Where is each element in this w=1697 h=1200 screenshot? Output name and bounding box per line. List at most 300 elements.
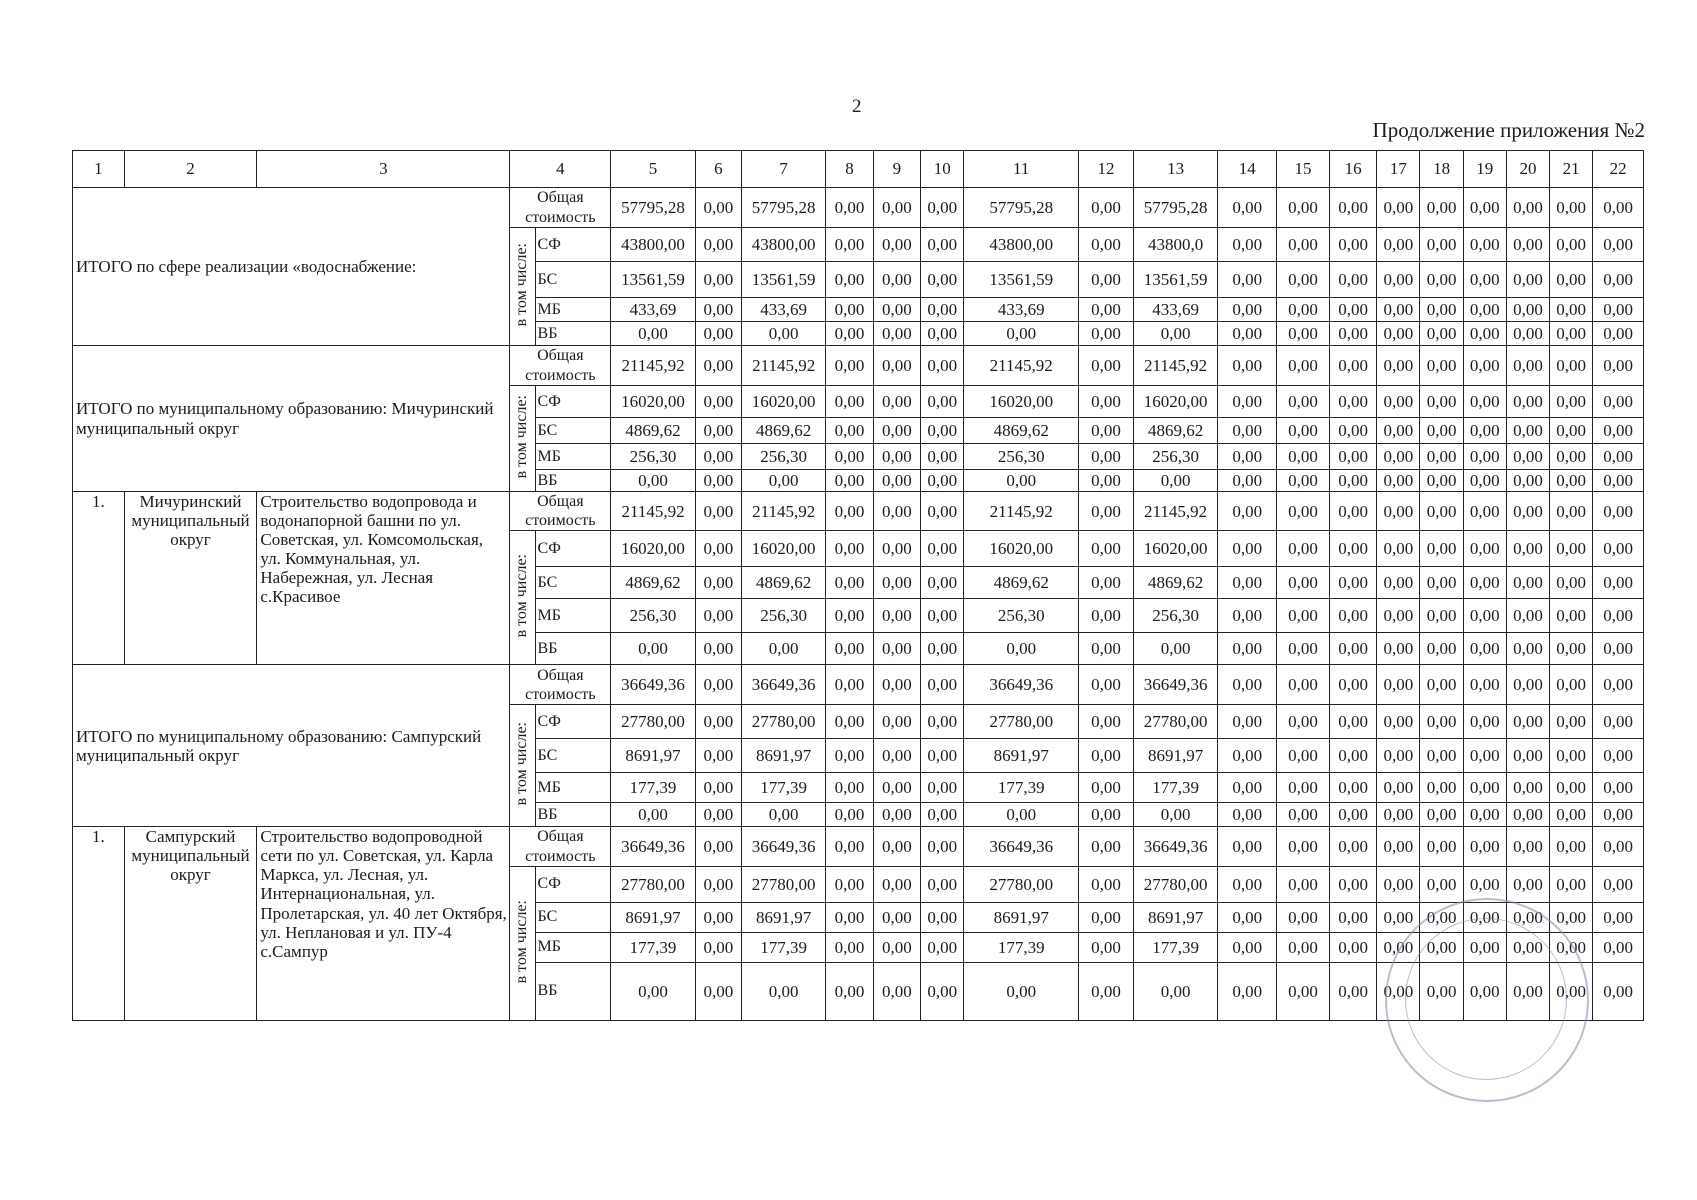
header-cell: 1 — [73, 151, 125, 188]
header-cell: 6 — [695, 151, 741, 188]
value-cell: 0,00 — [873, 739, 920, 773]
value-cell: 0,00 — [873, 803, 920, 827]
value-cell: 0,00 — [1377, 962, 1420, 1020]
value-cell: 0,00 — [1550, 531, 1593, 567]
value-cell: 0,00 — [1420, 705, 1463, 739]
funding-source: ВБ — [535, 470, 611, 492]
total-cost-label: Общая стоимость — [510, 346, 611, 386]
funding-source: БС — [535, 902, 611, 932]
object-description: Строительство водопроводной сети по ул. Советская, ул. Карла Маркса, ул. Лесная, ул. Интернациональная, ул. Пролетарская, ул. 40 лет Октября, ул. Неплановая и ул. ПУ-4 с.Сампур — [257, 827, 510, 1020]
value-cell: 0,00 — [921, 444, 964, 470]
value-cell: 0,00 — [1506, 866, 1549, 902]
value-cell: 0,00 — [1506, 531, 1549, 567]
value-cell: 0,00 — [1593, 773, 1644, 803]
value-cell: 0,00 — [1593, 866, 1644, 902]
value-cell: 0,00 — [1593, 827, 1644, 866]
header-cell: 7 — [742, 151, 826, 188]
value-cell: 0,00 — [1550, 386, 1593, 418]
value-cell: 0,00 — [964, 803, 1079, 827]
value-cell: 4869,62 — [1133, 567, 1217, 599]
value-cell: 0,00 — [873, 866, 920, 902]
value-cell: 0,00 — [1218, 322, 1277, 346]
value-cell: 0,00 — [695, 531, 741, 567]
value-cell: 0,00 — [1133, 962, 1217, 1020]
value-cell: 36649,36 — [1133, 827, 1217, 866]
value-cell: 13561,59 — [964, 262, 1079, 298]
value-cell: 0,00 — [1550, 665, 1593, 705]
value-cell: 57795,28 — [964, 188, 1079, 228]
value-cell: 0,00 — [1506, 298, 1549, 322]
value-cell: 0,00 — [826, 866, 873, 902]
value-cell: 0,00 — [921, 866, 964, 902]
value-cell: 0,00 — [921, 739, 964, 773]
value-cell: 0,00 — [1506, 386, 1549, 418]
value-cell: 8691,97 — [742, 739, 826, 773]
value-cell: 0,00 — [1463, 567, 1506, 599]
value-cell: 0,00 — [1550, 902, 1593, 932]
value-cell: 0,00 — [1377, 567, 1420, 599]
including-label: в том числе: — [513, 554, 531, 638]
value-cell: 0,00 — [1218, 599, 1277, 633]
value-cell: 0,00 — [1463, 531, 1506, 567]
funding-source: МБ — [535, 444, 611, 470]
value-cell: 0,00 — [1377, 470, 1420, 492]
value-cell: 0,00 — [1550, 705, 1593, 739]
value-cell: 0,00 — [1079, 599, 1134, 633]
value-cell: 0,00 — [1420, 739, 1463, 773]
value-cell: 0,00 — [1218, 866, 1277, 902]
value-cell: 0,00 — [1277, 665, 1330, 705]
value-cell: 256,30 — [611, 599, 695, 633]
funding-source: ВБ — [535, 962, 611, 1020]
funding-source: СФ — [535, 705, 611, 739]
value-cell: 0,00 — [1277, 567, 1330, 599]
value-cell: 0,00 — [1079, 444, 1134, 470]
value-cell: 0,00 — [1377, 228, 1420, 262]
value-cell: 0,00 — [1377, 386, 1420, 418]
value-cell: 0,00 — [1420, 492, 1463, 531]
value-cell: 0,00 — [921, 962, 964, 1020]
value-cell: 0,00 — [695, 633, 741, 665]
value-cell: 0,00 — [611, 803, 695, 827]
value-cell: 27780,00 — [964, 705, 1079, 739]
value-cell: 0,00 — [1420, 531, 1463, 567]
value-cell: 36649,36 — [964, 827, 1079, 866]
value-cell: 0,00 — [1463, 492, 1506, 531]
value-cell: 0,00 — [695, 470, 741, 492]
value-cell: 0,00 — [1218, 803, 1277, 827]
value-cell: 0,00 — [826, 665, 873, 705]
value-cell: 0,00 — [873, 492, 920, 531]
value-cell: 0,00 — [1593, 739, 1644, 773]
value-cell: 0,00 — [611, 962, 695, 1020]
value-cell: 0,00 — [826, 322, 873, 346]
table-row — [73, 492, 1644, 531]
value-cell: 0,00 — [1329, 803, 1376, 827]
value-cell: 0,00 — [1277, 739, 1330, 773]
value-cell: 0,00 — [921, 599, 964, 633]
value-cell: 0,00 — [826, 633, 873, 665]
value-cell: 0,00 — [1593, 567, 1644, 599]
value-cell: 21145,92 — [1133, 346, 1217, 386]
value-cell: 0,00 — [826, 962, 873, 1020]
value-cell: 0,00 — [695, 386, 741, 418]
including-label: в том числе: — [513, 242, 531, 327]
value-cell: 0,00 — [921, 298, 964, 322]
value-cell: 0,00 — [1079, 773, 1134, 803]
value-cell: 0,00 — [1550, 599, 1593, 633]
header-cell: 21 — [1550, 151, 1593, 188]
table-row — [73, 346, 1644, 386]
value-cell: 0,00 — [1218, 902, 1277, 932]
value-cell: 0,00 — [1550, 827, 1593, 866]
value-cell: 0,00 — [1593, 386, 1644, 418]
value-cell: 0,00 — [1550, 298, 1593, 322]
value-cell: 0,00 — [1420, 418, 1463, 444]
value-cell: 0,00 — [1218, 418, 1277, 444]
value-cell: 0,00 — [873, 322, 920, 346]
funding-source: ВБ — [535, 322, 611, 346]
value-cell: 0,00 — [1420, 633, 1463, 665]
value-cell: 0,00 — [921, 932, 964, 962]
value-cell: 0,00 — [826, 773, 873, 803]
value-cell: 0,00 — [1277, 633, 1330, 665]
value-cell: 0,00 — [1079, 228, 1134, 262]
value-cell: 0,00 — [1463, 346, 1506, 386]
value-cell: 0,00 — [1277, 228, 1330, 262]
value-cell: 0,00 — [1329, 932, 1376, 962]
value-cell: 0,00 — [695, 188, 741, 228]
value-cell: 8691,97 — [964, 902, 1079, 932]
value-cell: 177,39 — [611, 932, 695, 962]
value-cell: 0,00 — [611, 633, 695, 665]
value-cell: 0,00 — [826, 262, 873, 298]
value-cell: 0,00 — [1218, 827, 1277, 866]
value-cell: 0,00 — [1277, 444, 1330, 470]
value-cell: 57795,28 — [611, 188, 695, 228]
value-cell: 0,00 — [1329, 962, 1376, 1020]
value-cell: 0,00 — [1506, 803, 1549, 827]
value-cell: 0,00 — [1277, 386, 1330, 418]
value-cell: 0,00 — [1420, 665, 1463, 705]
official-seal — [1385, 898, 1589, 1102]
value-cell: 256,30 — [742, 599, 826, 633]
funding-source: ВБ — [535, 633, 611, 665]
value-cell: 0,00 — [964, 633, 1079, 665]
value-cell: 0,00 — [1420, 346, 1463, 386]
value-cell: 0,00 — [1218, 665, 1277, 705]
value-cell: 0,00 — [826, 803, 873, 827]
district-name: Сампурский муниципальный округ — [124, 827, 257, 1020]
value-cell: 0,00 — [1550, 492, 1593, 531]
budget-table — [72, 150, 1644, 1021]
value-cell: 0,00 — [921, 262, 964, 298]
value-cell: 0,00 — [1329, 188, 1376, 228]
value-cell: 0,00 — [695, 228, 741, 262]
value-cell: 0,00 — [695, 346, 741, 386]
value-cell: 0,00 — [1506, 262, 1549, 298]
value-cell: 0,00 — [1550, 346, 1593, 386]
value-cell: 0,00 — [1463, 188, 1506, 228]
table-row — [73, 188, 1644, 228]
including-label: в том числе: — [513, 899, 531, 983]
value-cell: 0,00 — [1079, 633, 1134, 665]
value-cell: 0,00 — [921, 773, 964, 803]
header-row — [73, 151, 1644, 188]
value-cell: 0,00 — [873, 188, 920, 228]
value-cell: 0,00 — [1377, 665, 1420, 705]
item-number: 1. — [73, 492, 125, 665]
value-cell: 256,30 — [742, 444, 826, 470]
value-cell: 0,00 — [1079, 827, 1134, 866]
value-cell: 0,00 — [1506, 633, 1549, 665]
value-cell: 0,00 — [1377, 262, 1420, 298]
value-cell: 0,00 — [873, 599, 920, 633]
value-cell: 0,00 — [1420, 962, 1463, 1020]
value-cell: 0,00 — [1277, 322, 1330, 346]
value-cell: 0,00 — [1420, 567, 1463, 599]
value-cell: 0,00 — [742, 962, 826, 1020]
value-cell: 0,00 — [1506, 188, 1549, 228]
value-cell: 21145,92 — [742, 492, 826, 531]
value-cell: 0,00 — [695, 418, 741, 444]
funding-source: МБ — [535, 773, 611, 803]
value-cell: 27780,00 — [742, 866, 826, 902]
value-cell: 0,00 — [1506, 665, 1549, 705]
value-cell: 0,00 — [695, 962, 741, 1020]
table-row — [73, 665, 1644, 705]
value-cell: 0,00 — [1593, 531, 1644, 567]
value-cell: 16020,00 — [1133, 386, 1217, 418]
value-cell: 0,00 — [826, 902, 873, 932]
value-cell: 0,00 — [1377, 531, 1420, 567]
including-label: в том числе: — [513, 394, 531, 479]
value-cell: 0,00 — [1377, 188, 1420, 228]
value-cell: 0,00 — [742, 470, 826, 492]
value-cell: 0,00 — [1420, 932, 1463, 962]
value-cell: 0,00 — [1463, 470, 1506, 492]
value-cell: 0,00 — [1329, 262, 1376, 298]
value-cell: 0,00 — [1377, 827, 1420, 866]
total-cost-label: Общая стоимость — [510, 492, 611, 531]
value-cell: 0,00 — [1329, 492, 1376, 531]
value-cell: 0,00 — [826, 228, 873, 262]
total-cost-label: Общая стоимость — [510, 827, 611, 866]
value-cell: 0,00 — [1593, 470, 1644, 492]
value-cell: 0,00 — [1079, 962, 1134, 1020]
value-cell: 0,00 — [1277, 599, 1330, 633]
value-cell: 0,00 — [1218, 386, 1277, 418]
value-cell: 0,00 — [1133, 470, 1217, 492]
value-cell: 256,30 — [1133, 599, 1217, 633]
value-cell: 0,00 — [1079, 932, 1134, 962]
value-cell: 0,00 — [873, 228, 920, 262]
value-cell: 0,00 — [1420, 902, 1463, 932]
value-cell: 0,00 — [1420, 444, 1463, 470]
value-cell: 0,00 — [1329, 531, 1376, 567]
value-cell: 0,00 — [695, 665, 741, 705]
value-cell: 0,00 — [964, 470, 1079, 492]
value-cell: 0,00 — [1277, 470, 1330, 492]
value-cell: 0,00 — [1463, 739, 1506, 773]
value-cell: 0,00 — [921, 188, 964, 228]
value-cell: 0,00 — [1550, 803, 1593, 827]
value-cell: 0,00 — [1218, 567, 1277, 599]
value-cell: 0,00 — [1133, 322, 1217, 346]
value-cell: 0,00 — [1218, 228, 1277, 262]
value-cell: 0,00 — [826, 599, 873, 633]
value-cell: 0,00 — [1329, 418, 1376, 444]
value-cell: 0,00 — [1329, 773, 1376, 803]
value-cell: 0,00 — [1277, 418, 1330, 444]
header-cell: 17 — [1377, 151, 1420, 188]
value-cell: 0,00 — [873, 346, 920, 386]
value-cell: 0,00 — [826, 827, 873, 866]
value-cell: 0,00 — [826, 492, 873, 531]
value-cell: 0,00 — [1218, 492, 1277, 531]
value-cell: 0,00 — [1218, 932, 1277, 962]
value-cell: 0,00 — [826, 739, 873, 773]
value-cell: 0,00 — [1079, 298, 1134, 322]
value-cell: 0,00 — [1277, 262, 1330, 298]
value-cell: 0,00 — [1593, 418, 1644, 444]
value-cell: 4869,62 — [611, 418, 695, 444]
value-cell: 0,00 — [1506, 228, 1549, 262]
value-cell: 43800,00 — [964, 228, 1079, 262]
value-cell: 0,00 — [964, 962, 1079, 1020]
value-cell: 0,00 — [1329, 386, 1376, 418]
value-cell: 43800,00 — [742, 228, 826, 262]
value-cell: 0,00 — [826, 188, 873, 228]
value-cell: 0,00 — [1377, 773, 1420, 803]
value-cell: 0,00 — [873, 773, 920, 803]
value-cell: 43800,0 — [1133, 228, 1217, 262]
value-cell: 36649,36 — [611, 665, 695, 705]
value-cell: 0,00 — [1593, 665, 1644, 705]
value-cell: 0,00 — [1329, 633, 1376, 665]
value-cell: 0,00 — [1079, 492, 1134, 531]
funding-source: ВБ — [535, 803, 611, 827]
funding-source: БС — [535, 262, 611, 298]
value-cell: 0,00 — [826, 418, 873, 444]
value-cell: 0,00 — [1593, 633, 1644, 665]
value-cell: 0,00 — [1329, 346, 1376, 386]
value-cell: 0,00 — [1377, 739, 1420, 773]
header-cell: 4 — [510, 151, 611, 188]
value-cell: 21145,92 — [742, 346, 826, 386]
value-cell: 0,00 — [1079, 188, 1134, 228]
item-number: 1. — [73, 827, 125, 1020]
value-cell: 0,00 — [1079, 262, 1134, 298]
value-cell: 4869,62 — [964, 567, 1079, 599]
value-cell: 0,00 — [1550, 567, 1593, 599]
value-cell: 0,00 — [1550, 739, 1593, 773]
value-cell: 0,00 — [1218, 262, 1277, 298]
including-label-cell — [510, 386, 535, 492]
value-cell: 43800,00 — [611, 228, 695, 262]
value-cell: 0,00 — [1506, 322, 1549, 346]
value-cell: 0,00 — [1463, 418, 1506, 444]
value-cell: 0,00 — [1550, 262, 1593, 298]
value-cell: 0,00 — [1329, 739, 1376, 773]
header-cell: 12 — [1079, 151, 1134, 188]
value-cell: 0,00 — [921, 827, 964, 866]
total-cost-label: Общая стоимость — [510, 188, 611, 228]
funding-source: МБ — [535, 599, 611, 633]
value-cell: 8691,97 — [611, 739, 695, 773]
value-cell: 0,00 — [1329, 665, 1376, 705]
value-cell: 16020,00 — [742, 386, 826, 418]
value-cell: 0,00 — [1420, 188, 1463, 228]
value-cell: 0,00 — [1377, 346, 1420, 386]
value-cell: 27780,00 — [1133, 705, 1217, 739]
appendix-caption: Продолжение приложения №2 — [1372, 118, 1645, 142]
value-cell: 0,00 — [1377, 322, 1420, 346]
value-cell: 0,00 — [1329, 827, 1376, 866]
including-label: в том числе: — [513, 722, 531, 806]
value-cell: 0,00 — [826, 298, 873, 322]
value-cell: 0,00 — [921, 346, 964, 386]
value-cell: 0,00 — [1218, 705, 1277, 739]
value-cell: 0,00 — [1506, 902, 1549, 932]
value-cell: 4869,62 — [1133, 418, 1217, 444]
including-label-cell — [510, 705, 535, 827]
value-cell: 0,00 — [1593, 188, 1644, 228]
value-cell: 0,00 — [1506, 773, 1549, 803]
value-cell: 0,00 — [1377, 803, 1420, 827]
value-cell: 0,00 — [921, 633, 964, 665]
value-cell: 0,00 — [1463, 962, 1506, 1020]
value-cell: 0,00 — [921, 386, 964, 418]
value-cell: 177,39 — [964, 773, 1079, 803]
value-cell: 0,00 — [921, 418, 964, 444]
value-cell: 0,00 — [1377, 902, 1420, 932]
value-cell: 0,00 — [1506, 418, 1549, 444]
header-cell: 13 — [1133, 151, 1217, 188]
value-cell: 0,00 — [695, 866, 741, 902]
value-cell: 0,00 — [1218, 773, 1277, 803]
header-cell: 3 — [257, 151, 510, 188]
value-cell: 256,30 — [1133, 444, 1217, 470]
value-cell: 0,00 — [1463, 705, 1506, 739]
header-cell: 5 — [611, 151, 695, 188]
district-name: Мичуринский муниципальный округ — [124, 492, 257, 665]
value-cell: 0,00 — [1218, 346, 1277, 386]
value-cell: 0,00 — [1593, 599, 1644, 633]
value-cell: 0,00 — [1277, 298, 1330, 322]
value-cell: 0,00 — [1420, 262, 1463, 298]
value-cell: 433,69 — [964, 298, 1079, 322]
value-cell: 21145,92 — [964, 492, 1079, 531]
funding-source: БС — [535, 418, 611, 444]
value-cell: 27780,00 — [742, 705, 826, 739]
value-cell: 0,00 — [1506, 470, 1549, 492]
value-cell: 0,00 — [695, 322, 741, 346]
value-cell: 0,00 — [1079, 567, 1134, 599]
value-cell: 0,00 — [1420, 322, 1463, 346]
value-cell: 0,00 — [1420, 827, 1463, 866]
value-cell: 0,00 — [695, 262, 741, 298]
value-cell: 8691,97 — [742, 902, 826, 932]
value-cell: 0,00 — [611, 470, 695, 492]
value-cell: 36649,36 — [742, 665, 826, 705]
value-cell: 0,00 — [1506, 827, 1549, 866]
value-cell: 0,00 — [1329, 599, 1376, 633]
value-cell: 0,00 — [1329, 444, 1376, 470]
funding-source: БС — [535, 567, 611, 599]
value-cell: 0,00 — [1277, 531, 1330, 567]
value-cell: 0,00 — [873, 665, 920, 705]
